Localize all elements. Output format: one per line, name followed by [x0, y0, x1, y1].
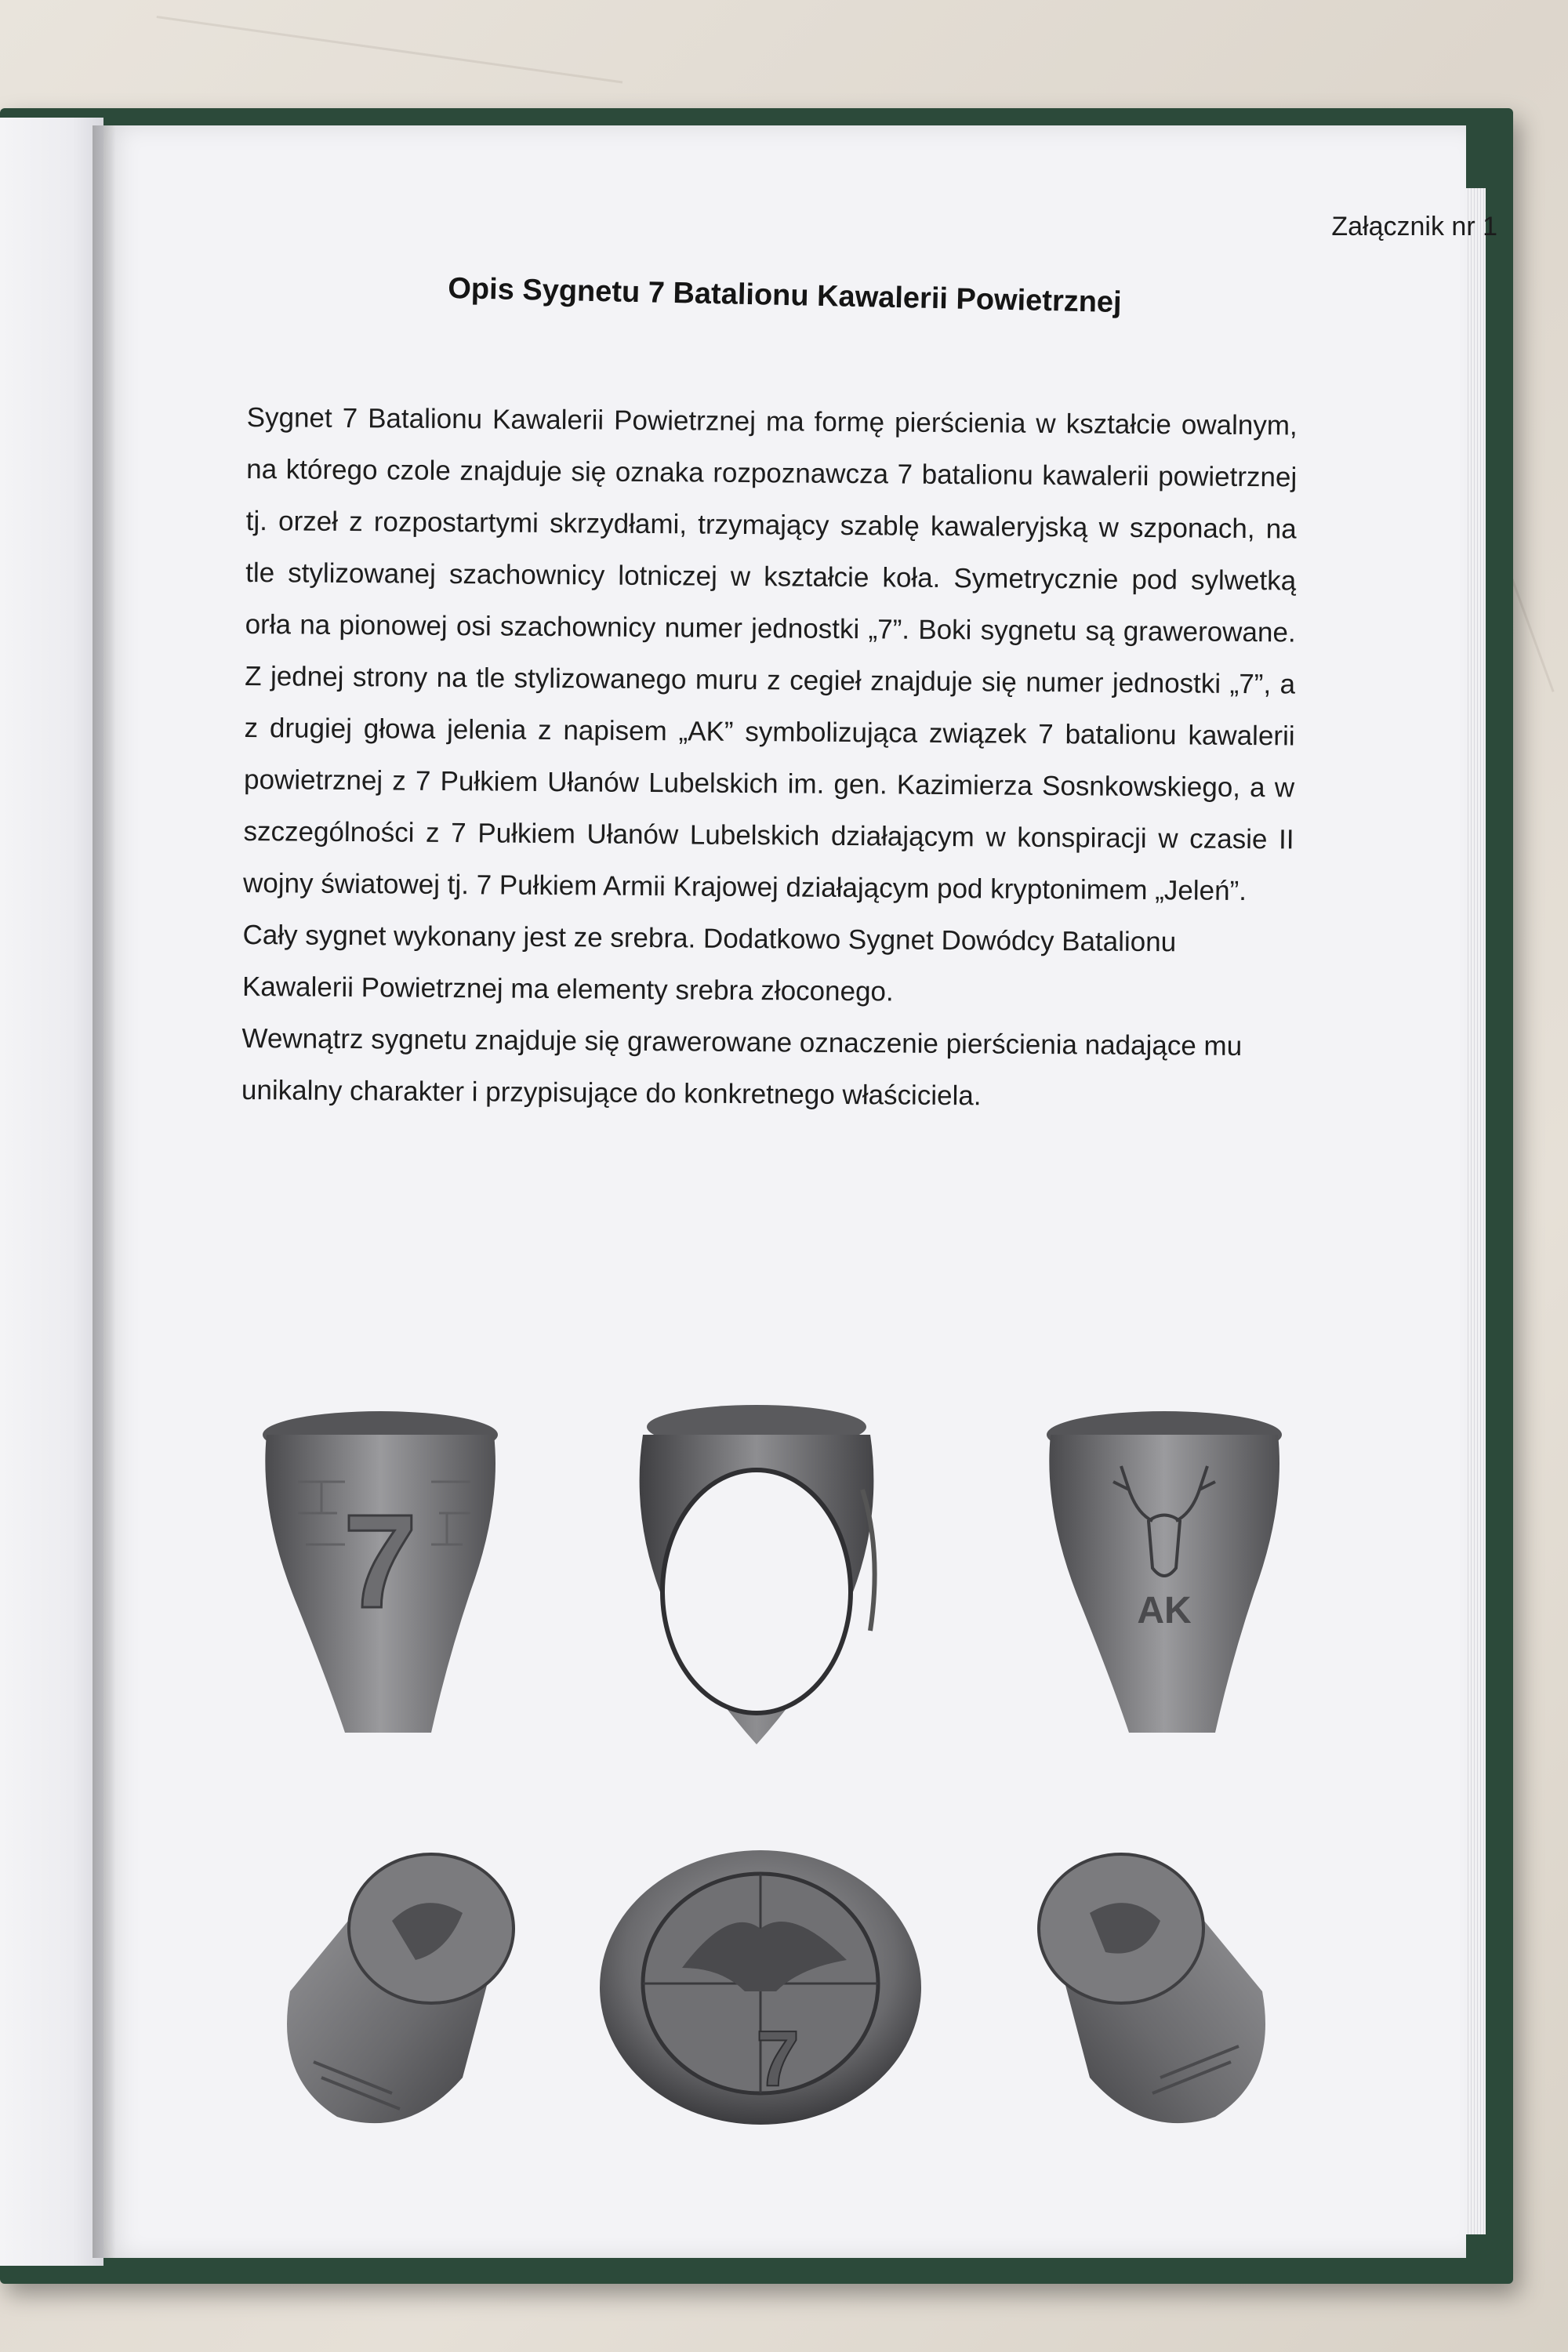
ring-angled-view-left [267, 1842, 517, 2132]
ring-side-view-seven [251, 1403, 510, 1748]
side-number-seven: 7 [343, 1487, 418, 1636]
ring-side-view-stag [1035, 1403, 1294, 1748]
stag-letters: AK [1137, 1590, 1192, 1632]
marble-vein [157, 16, 623, 83]
front-number-seven: 7 [756, 2015, 800, 2103]
ring-views [251, 1403, 1294, 2156]
document-title: Opis Sygnetu 7 Batalionu Kawalerii Powietrznej [447, 272, 1123, 319]
book-gutter [93, 125, 116, 2258]
ring-front-view [612, 1396, 902, 1756]
left-page [0, 118, 103, 2266]
annex-label: Załącznik nr 1 [1331, 212, 1497, 241]
paragraph-engraving: Wewnątrz sygnetu znajduje się grawerowane oznaczenie pierścienia nadające mu unikalny charakter i przypisujące do konkretnego właściciela. [241, 1022, 1243, 1112]
ring-angled-view-right [1035, 1842, 1286, 2132]
paragraph-description: Sygnet 7 Batalionu Kawalerii Powietrznej ma formę pierścienia w kształcie owalnym, na którego czole znajduje się oznaka rozpoznawcza 7 batalionu kawalerii powietrznej tj. orzeł z rozpostartymi skrzydłami, trzymający szablę kawaleryjską w szponach, na tle stylizowanej szachownicy lotniczej w kształcie koła. Symetrycznie pod sylwetką orła na pionowej osi szachownicy numer jednostki „7”. Boki sygnetu są grawerowane. Z jednej strony na tle stylizowanego muru z cegieł znajduje się numer jednostki „7”, a z drugiej głowa jelenia z napisem „AK” symbolizująca związek 7 batalionu kawalerii powietrznej z 7 Pułkiem Ułanów Lubelskich im. gen. Kazimierza Sosnkowskiego, a w szczególności z 7 Pułkiem Ułanów Lubelskich działającym w konspiracji w czasie II wojny światowej tj. 7 Pułkiem Armii Krajowej działającym pod kryptonimem „Jeleń”. [242, 401, 1298, 907]
body-text [241, 392, 1298, 1124]
paragraph-material: Cały sygnet wykonany jest ze srebra. Dodatkowo Sygnet Dowódcy Batalionu Kawalerii Powietrznej ma elementy srebra złoconego. [241, 919, 1177, 1007]
ring-top-face-view [596, 1835, 925, 2140]
